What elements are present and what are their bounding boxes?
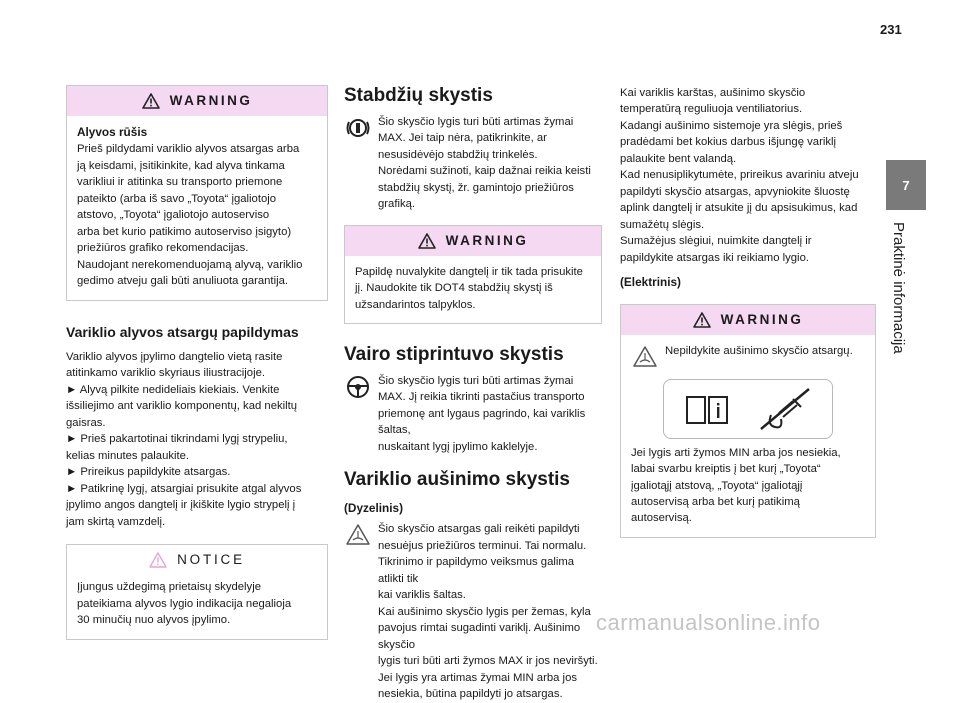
book-info-icon: [683, 391, 731, 427]
coolant-block: [344, 521, 602, 702]
warning-label: WARNING: [720, 311, 804, 327]
warning-text: Papildę nuvalykite dangtelį ir tik tada prisukite jį. Naudokite tik DOT4 stabdžių skystį iš užsandarintos talpyklos.: [355, 265, 583, 311]
steering-wheel-icon: [344, 373, 372, 401]
notice-header: [67, 545, 327, 575]
warning-header: [67, 86, 327, 116]
caution-triangle-icon: [344, 521, 372, 549]
chapter-title: Praktinė informacija: [890, 222, 907, 354]
pictogram-figure: [663, 379, 833, 439]
notice-triangle-icon: [149, 552, 167, 568]
warning-triangle-icon: [693, 312, 711, 328]
power-steering-block: [344, 373, 602, 455]
warning-header: [621, 305, 875, 335]
coolant-text: Šio skysčio atsargas gali reikėti papildyti nesuėjus priežiūros terminui. Tai normalu. Tikrinimo ir papildymo veiksmus galima atlikti tik kai variklis šaltas. Kai aušinimo skysčio lygis per žemas, kyla pavojus rimtai sugadinti variklį. Aušinimo skysčio lygis turi būti arti žymos MAX ir jos neviršyti. Jei lygis yra artimas žymai MIN arba jos nesiekia, būtina papildyti jo atsargas.: [378, 523, 598, 701]
chapter-tab[interactable]: [886, 160, 926, 210]
notice-label: NOTICE: [177, 552, 245, 568]
min-level-text: Jei lygis arti žymos MIN arba jos nesiekia, labai svarbu kreiptis į bet kurį „Toyota“ įgaliotąjį atstovą, „Toyota“ įgaliotąjį autoservisą arba bet kurį patikimą autoservisą.: [631, 446, 841, 525]
coolant-heading: Variklio aušinimo skystis: [344, 469, 570, 491]
notice-box: [66, 544, 328, 639]
watermark: carmanualsonline.info: [596, 610, 821, 635]
chapter-number: 7: [902, 177, 910, 193]
coolant-electric-subtitle: (Elektrinis): [620, 275, 681, 290]
brake-fluid-heading: Stabdžių skystis: [344, 85, 493, 106]
no-refill-block: [631, 343, 865, 371]
oil-topup-text: Variklio alyvos įpylimo dangtelio vietą rasite atitinkamo variklio skyriaus iliustracijoje. ► Alyvą pilkite nedideliais kiekiais. Venkite išsiliejimo ant variklio komponentų, kad nekiltų gaisras. ► Prieš pakartotinai tikrindami lygį strypeliu, kelias minutes palaukite. ► Prireikus papildykite atsargas. ► Patikrinę lygį, atsargiai prisukite atgal alyvos įpylimo angos dangtelį ir įkiškite lygio strypelį į jam skirtą vamzdelį.: [66, 350, 302, 528]
power-steering-heading: Vairo stiprintuvo skystis: [344, 344, 564, 366]
warning-text: Prieš pildydami variklio alyvos atsargas arba ją keisdami, įsitikinkite, kad alyva tinkama varikliui ir atitinka su transporto priemone pateikto (arba iš savo „Toyota“ įgaliotojo atstovo, „Toyota“ įgaliotojo autoserviso arba bet kurio patikimo autoserviso įsigyto) priežiūros grafiko rekomendacijas. Naudojant nerekomenduojamą alyvą, variklio gedimo atveju gali būti anuliuota garantija.: [77, 143, 303, 288]
brake-fluid-block: [344, 114, 602, 213]
notice-text: Įjungus uždegimą prietaisų skydelyje pateikiama alyvos lygio indikacija negalioja 30 minučių nuo alyvos įpylimo.: [77, 581, 292, 627]
coolant-diesel-subtitle: (Dyzelinis): [344, 501, 403, 516]
warning-triangle-icon: [418, 233, 436, 249]
warning-box-electric: [620, 304, 876, 538]
oil-topup-heading: Variklio alyvos atsargų papildymas: [66, 323, 299, 340]
warning-box-oil-type: [66, 85, 328, 301]
coolant-hot-text: Kai variklis karštas, aušinimo skysčio temperatūrą reguliuoja ventiliatorius. Kadangi aušinimo sistemoje yra slėgis, prieš pradėdami bet kokius darbus išjungę variklį palaukite bent valandą. Kad nenusiplikytumėte, prireikus avariniu atveju papildyti skysčio atsargas, apvyniokite šluostę aplink dangtelį ir atsukite jį du apsisukimus, kad sumažėtų slėgis. Sumažėjus slėgiui, nuimkite dangtelį ir papildykite atsargas iki reikiamo lygio.: [620, 87, 859, 264]
column-3: [620, 85, 876, 538]
no-open-cap-icon: [757, 385, 813, 433]
warning-label: WARNING: [169, 93, 253, 109]
warning-header: [345, 226, 601, 256]
page-number: 231: [880, 22, 902, 37]
fluid-level-icon: [344, 114, 372, 142]
warning-label: WARNING: [445, 232, 529, 248]
warning-triangle-icon: [142, 93, 160, 109]
power-steering-text: Šio skysčio lygis turi būti artimas žymai MAX. Jį reikia tikrinti pastačius transporto priemonę ant lygaus pagrindo, kai variklis šaltas, nuskaitant lygį įpylimo kaklelyje.: [378, 374, 586, 453]
warning-box-brake: [344, 225, 602, 324]
caution-triangle-icon: [631, 343, 659, 371]
no-refill-text: Nepildykite aušinimo skysčio atsargų.: [665, 344, 853, 357]
column-2: [344, 85, 602, 703]
column-1: [66, 85, 328, 640]
warning-title: Alyvos rūšis: [77, 125, 148, 139]
brake-fluid-text: Šio skysčio lygis turi būti artimas žymai MAX. Jei taip nėra, patikrinkite, ar nesusidėvėjo stabdžių trinkelės. Norėdami sužinoti, kaip dažnai reikia keisti stabdžių skystį, žr. gamintojo priežiūros grafiką.: [378, 115, 591, 211]
